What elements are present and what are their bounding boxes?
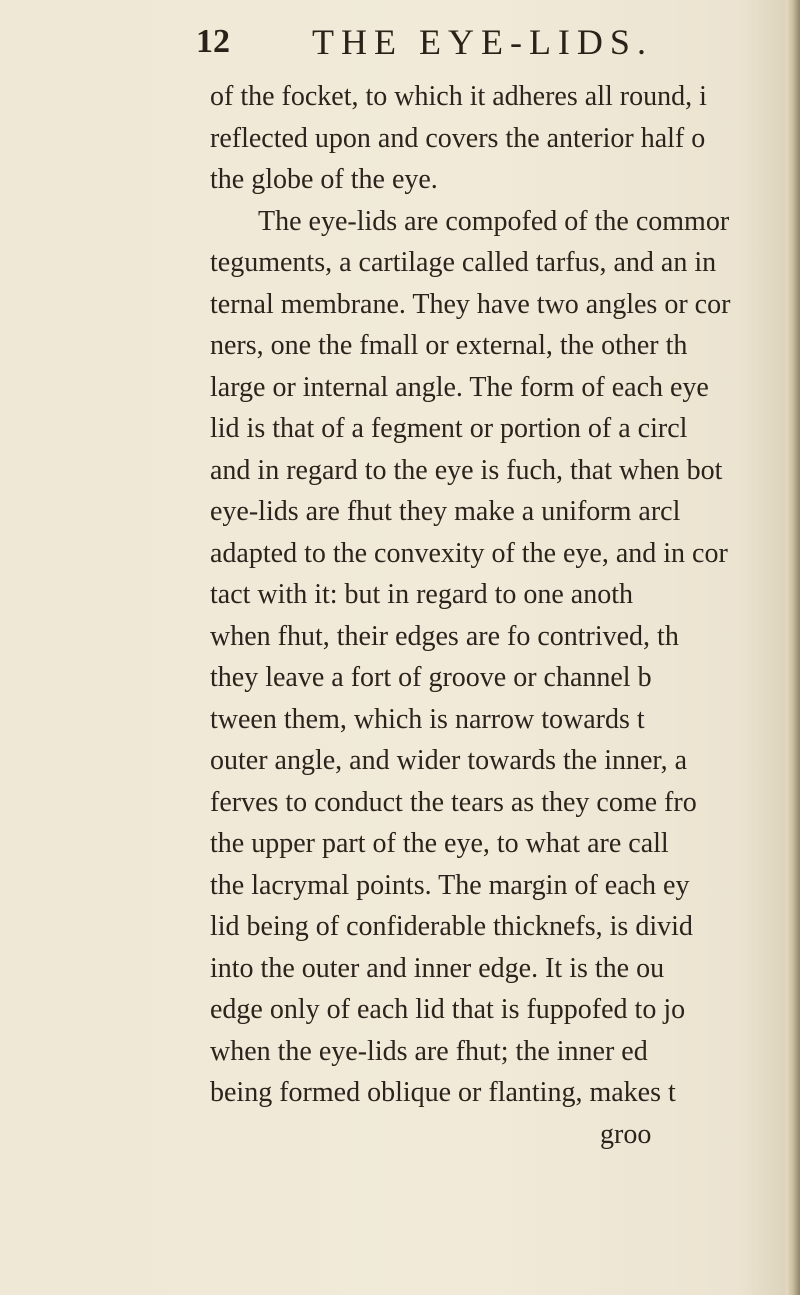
text-line: being formed oblique or flanting, makes t <box>210 1077 676 1108</box>
page-gutter-shadow <box>786 0 800 1295</box>
text-line: of the focket, to which it adheres all round, i <box>210 81 707 112</box>
catchword: groo <box>600 1118 652 1150</box>
text-line: The eye-lids are compofed of the commor <box>258 205 730 237</box>
text-line: reflected upon and covers the anterior half o <box>210 122 706 154</box>
text-line: when the eye-lids are fhut; the inner ed <box>210 1035 648 1067</box>
text-line: when fhut, their edges are fo contrived, th <box>210 620 679 652</box>
text-line: tact with it: but in regard to one anoth <box>210 579 634 610</box>
text-line: ferves to conduct the tears as they come fro <box>210 786 697 818</box>
text-line: the globe of the eye. <box>210 164 438 195</box>
text-line: teguments, a cartilage called tarfus, and an in <box>210 247 717 278</box>
text-line: adapted to the convexity of the eye, and in cor <box>210 537 728 569</box>
text-line: into the outer and inner edge. It is the ou <box>210 952 665 984</box>
page-number: 12 <box>196 23 230 60</box>
running-head: THE EYE-LIDS. <box>312 22 653 62</box>
text-line: edge only of each lid that is fuppofed to jo <box>210 994 686 1025</box>
text-line: tween them, which is narrow towards t <box>210 703 645 735</box>
text-line: large or internal angle. The form of each eye <box>210 371 709 403</box>
page-header <box>196 20 756 64</box>
text-line: lid being of confiderable thicknefs, is divid <box>210 911 693 942</box>
text-line: they leave a fort of groove or channel b <box>210 662 652 693</box>
body-text <box>210 76 782 1155</box>
text-line: ners, one the fmall or external, the other th <box>210 330 688 361</box>
text-line: outer angle, and wider towards the inner, a <box>210 745 688 776</box>
text-line: and in regard to the eye is fuch, that when bot <box>210 454 723 486</box>
text-line: lid is that of a fegment or portion of a circl <box>210 413 688 444</box>
text-line: the lacrymal points. The margin of each ey <box>210 869 690 901</box>
text-line: eye-lids are fhut they make a uniform arcl <box>210 496 681 527</box>
text-line: ternal membrane. They have two angles or cor <box>210 288 731 320</box>
text-line: the upper part of the eye, to what are call <box>210 828 669 859</box>
